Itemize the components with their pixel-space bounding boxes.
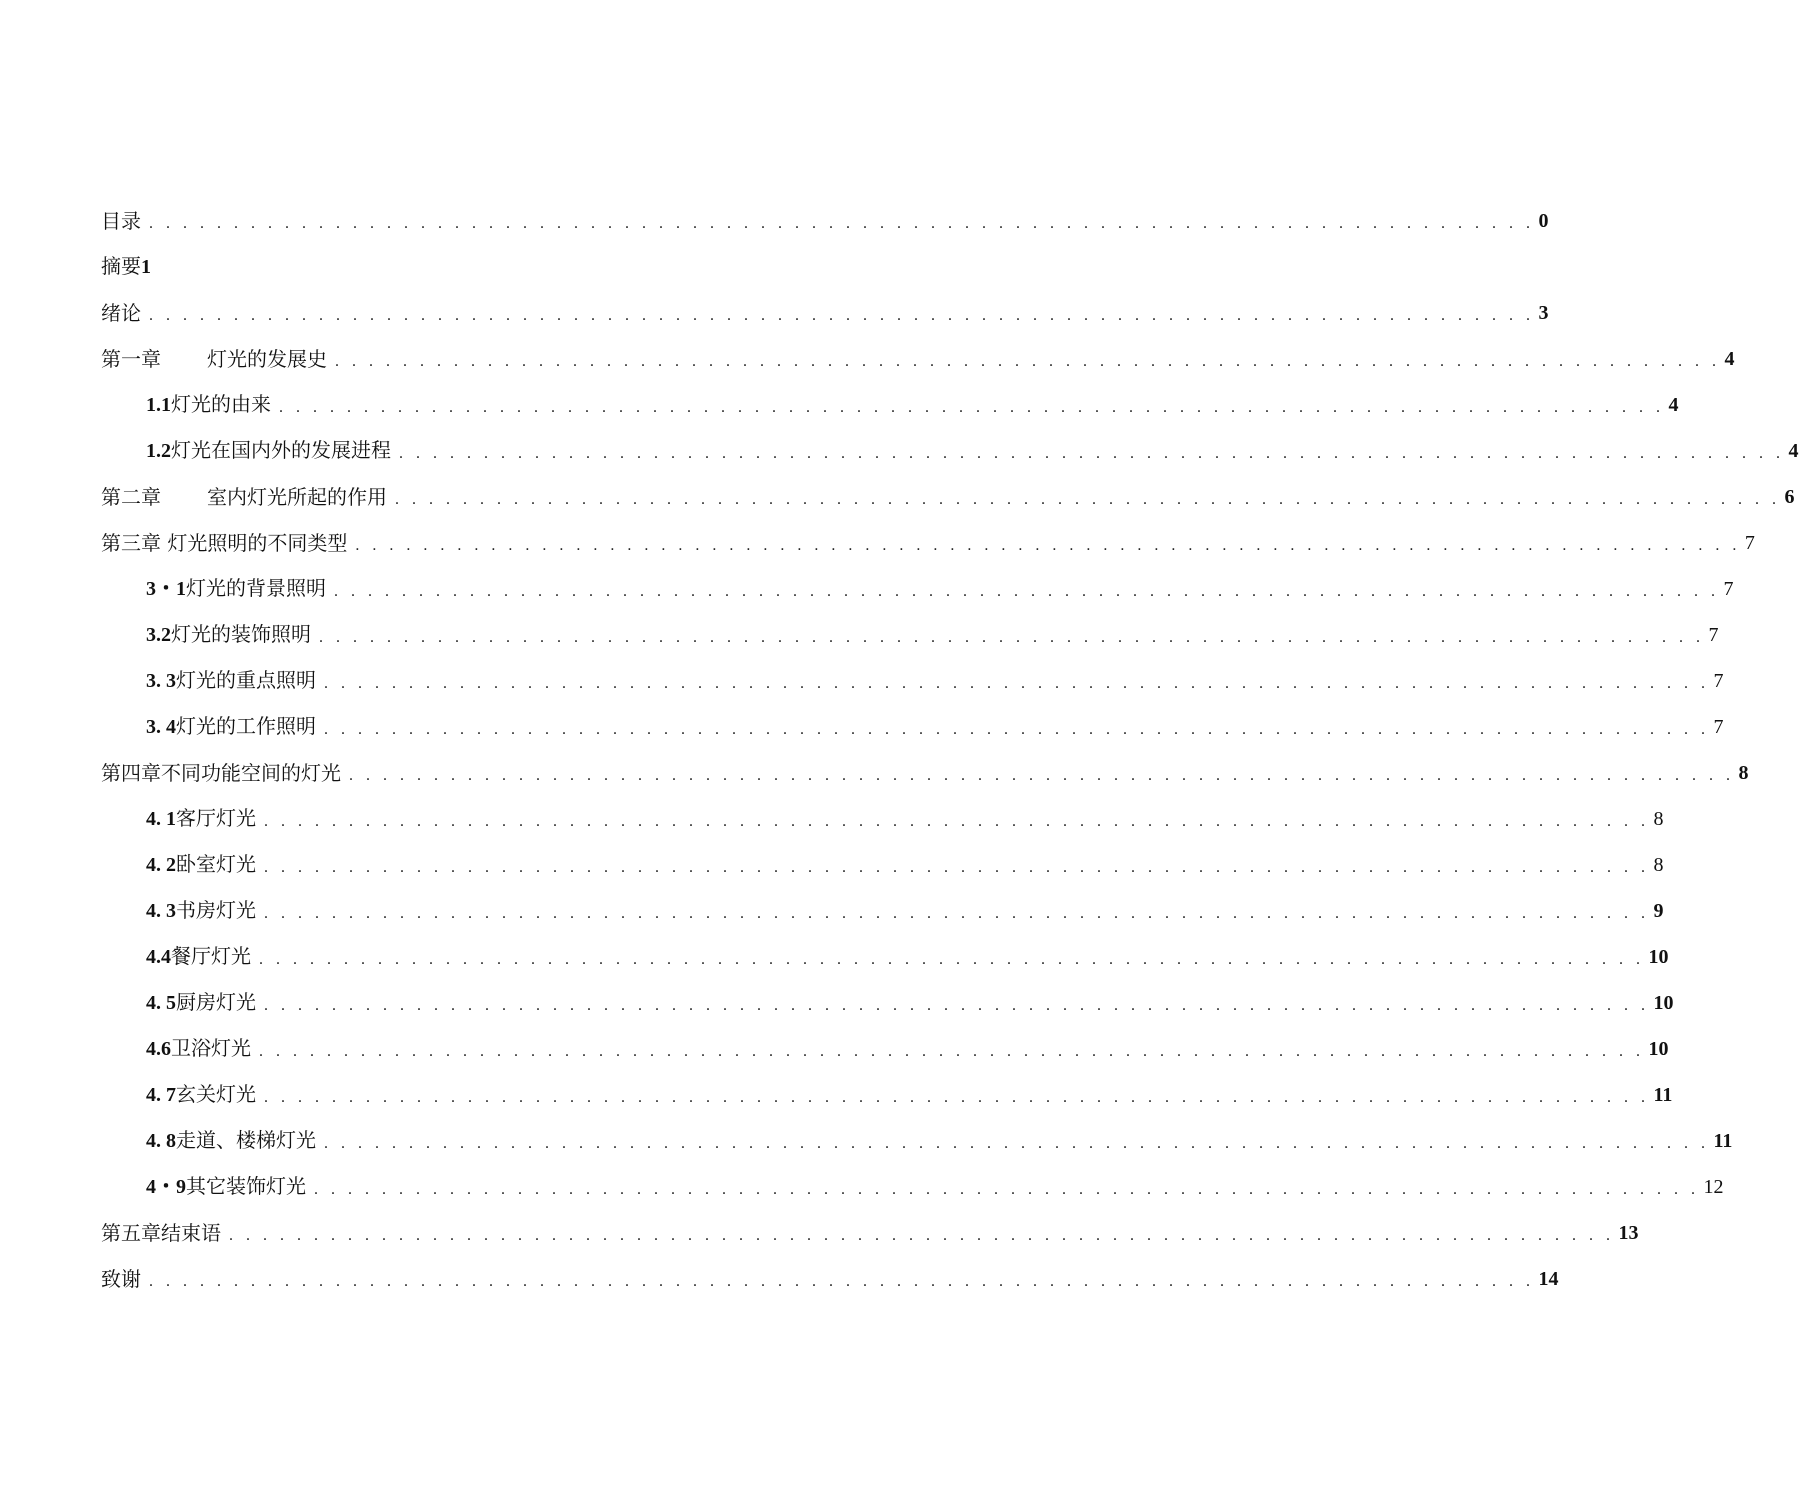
- toc-dot-leader: . . . . . . . . . . . . . . . . . . . . . . . . . . . . . . . . . . . . . . . . . . . . . . . . . . . . . . . . . . . . . . . . . . . . . . . . . . . . . . . . . .: [335, 353, 1721, 370]
- toc-entry-label: [146, 381, 271, 428]
- toc-dot-leader: . . . . . . . . . . . . . . . . . . . . . . . . . . . . . . . . . . . . . . . . . . . . . . . . . . . . . . . . . . . . . . . . . . . . . . . . . . . . . . . . . .: [355, 537, 1741, 554]
- toc-entry-title: 灯光的重点照明: [176, 668, 316, 692]
- toc-entry[interactable]: [101, 1118, 1733, 1164]
- toc-page-number: 10: [1653, 992, 1674, 1014]
- toc-dot-leader: . . . . . . . . . . . . . . . . . . . . . . . . . . . . . . . . . . . . . . . . . . . . . . . . . . . . . . . . . . . . . . . . . . . . . . . . . . . . . . . . . .: [324, 1135, 1710, 1152]
- toc-entry-number: 3・1: [146, 578, 186, 600]
- toc-entry-title: 其它装饰灯光: [186, 1174, 306, 1198]
- toc-entry-label: [146, 841, 256, 888]
- toc-page-number: 3: [1538, 302, 1549, 324]
- toc-dot-leader: . . . . . . . . . . . . . . . . . . . . . . . . . . . . . . . . . . . . . . . . . . . . . . . . . . . . . . . . . . . . . . . . . . . . . . . . . . . . . . . . . .: [324, 675, 1710, 692]
- toc-page-number: 11: [1713, 1130, 1733, 1152]
- toc-dot-leader: . . . . . . . . . . . . . . . . . . . . . . . . . . . . . . . . . . . . . . . . . . . . . . . . . . . . . . . . . . . . . . . . . . . . . . . . . . . . . . . . . .: [399, 445, 1785, 462]
- toc-entry-number: 4.4: [146, 946, 171, 968]
- toc-page-number: 10: [1648, 1038, 1669, 1060]
- toc-entry-subtitle: 室内灯光所起的作用: [207, 485, 387, 509]
- toc-entry-label: [101, 750, 341, 796]
- toc-entry-label: [146, 1071, 256, 1118]
- toc-entry-title: 致谢: [101, 1267, 141, 1291]
- toc-entry-label: [146, 795, 256, 842]
- toc-entry[interactable]: [101, 1072, 1673, 1118]
- toc-dot-leader: . . . . . . . . . . . . . . . . . . . . . . . . . . . . . . . . . . . . . . . . . . . . . . . . . . . . . . . . . . . . . . . . . . . . . . . . . . . . . . . . . .: [149, 307, 1535, 324]
- toc-entry-title: 摘要: [101, 254, 141, 278]
- toc-entry-title: 灯光的背景照明: [186, 576, 326, 600]
- toc-entry-title: 目录: [101, 209, 141, 233]
- toc-entry-label: [146, 933, 251, 980]
- toc-page-number: 8: [1653, 854, 1664, 876]
- toc-page-number: 7: [1713, 670, 1724, 692]
- toc-dot-leader: . . . . . . . . . . . . . . . . . . . . . . . . . . . . . . . . . . . . . . . . . . . . . . . . . . . . . . . . . . . . . . . . . . . . . . . . . . . . . . . . . .: [349, 767, 1735, 784]
- toc-dot-leader: . . . . . . . . . . . . . . . . . . . . . . . . . . . . . . . . . . . . . . . . . . . . . . . . . . . . . . . . . . . . . . . . . . . . . . . . . . . . . . . . . .: [264, 813, 1650, 830]
- toc-entry-number: 4・9: [146, 1176, 186, 1198]
- toc-page-number: 7: [1744, 532, 1755, 554]
- toc-entry-title: 第二章: [101, 485, 161, 509]
- toc-entry-title: 客厅灯光: [176, 806, 256, 830]
- toc-dot-leader: . . . . . . . . . . . . . . . . . . . . . . . . . . . . . . . . . . . . . . . . . . . . . . . . . . . . . . . . . . . . . . . . . . . . . . . . . . . . . . . . . .: [264, 997, 1650, 1014]
- toc-page-number: 4: [1724, 348, 1735, 370]
- toc-entry-number: 4. 2: [146, 854, 176, 876]
- toc-entry[interactable]: [101, 750, 1749, 796]
- toc-entry-number: 4. 5: [146, 992, 176, 1014]
- toc-dot-leader: . . . . . . . . . . . . . . . . . . . . . . . . . . . . . . . . . . . . . . . . . . . . . . . . . . . . . . . . . . . . . . . . . . . . . . . . . . . . . . . . . .: [229, 1227, 1615, 1244]
- toc-entry[interactable]: [101, 382, 1679, 428]
- toc-entry-label: [146, 703, 316, 750]
- toc-page-number: 7: [1708, 624, 1719, 646]
- toc-entry-title: 灯光在国内外的发展进程: [171, 438, 391, 462]
- toc-dot-leader: . . . . . . . . . . . . . . . . . . . . . . . . . . . . . . . . . . . . . . . . . . . . . . . . . . . . . . . . . . . . . . . . . . . . . . . . . . . . . . . . . .: [334, 583, 1720, 600]
- toc-entry-label: [101, 290, 141, 336]
- toc-entry-title: 厨房灯光: [176, 990, 256, 1014]
- toc-entry[interactable]: [101, 244, 934, 290]
- toc-entry-number: 3.2: [146, 624, 171, 646]
- toc-entry-number: 4. 1: [146, 808, 176, 830]
- toc-entry[interactable]: [101, 934, 1669, 980]
- toc-dot-leader: . . . . . . . . . . . . . . . . . . . . . . . . . . . . . . . . . . . . . . . . . . . . . . . . . . . . . . . . . . . . . . . . . . . . . . . . . . . . . . . . . .: [395, 491, 1781, 508]
- toc-entry-label: [146, 565, 326, 612]
- toc-entry-label: [146, 1117, 316, 1164]
- toc-entry-title: 第三章 灯光照明的不同类型: [101, 531, 348, 555]
- toc-entry-title: 第一章: [101, 347, 161, 371]
- toc-entry-title: 第五章结束语: [101, 1221, 221, 1245]
- toc-entry-number: 4.6: [146, 1038, 171, 1060]
- toc-dot-leader: . . . . . . . . . . . . . . . . . . . . . . . . . . . . . . . . . . . . . . . . . . . . . . . . . . . . . . . . . . . . . . . . . . . . . . . . . . . . . . . . . .: [149, 215, 1535, 232]
- toc-entry[interactable]: [101, 842, 1664, 888]
- toc-entry[interactable]: [101, 796, 1664, 842]
- toc-page-number: 13: [1618, 1222, 1639, 1244]
- toc-entry-number: 4. 8: [146, 1130, 176, 1152]
- toc-entry-label: [101, 474, 387, 520]
- toc-entry-number: 4. 7: [146, 1084, 176, 1106]
- toc-entry[interactable]: [101, 888, 1664, 934]
- toc-entry[interactable]: [101, 428, 1799, 474]
- toc-entry[interactable]: [101, 1164, 1724, 1210]
- toc-dot-leader: . . . . . . . . . . . . . . . . . . . . . . . . . . . . . . . . . . . . . . . . . . . . . . . . . . . . . . . . . . . . . . . . . . . . . . . . . . . . . . . . . .: [279, 399, 1665, 416]
- toc-entry[interactable]: [101, 474, 1795, 520]
- toc-page-number: 4: [1668, 394, 1679, 416]
- toc-entry-title: 餐厅灯光: [171, 944, 251, 968]
- toc-dot-leader: . . . . . . . . . . . . . . . . . . . . . . . . . . . . . . . . . . . . . . . . . . . . . . . . . . . . . . . . . . . . . . . . . . . . . . . . . . . . . . . . . .: [324, 721, 1710, 738]
- toc-entry[interactable]: [101, 198, 1549, 244]
- toc-entry-number: 1.2: [146, 440, 171, 462]
- toc-page-number: 12: [1703, 1176, 1724, 1198]
- toc-entry-title: 绪论: [101, 301, 141, 325]
- toc-page-number: 10: [1648, 946, 1669, 968]
- toc-dot-leader: . . . . . . . . . . . . . . . . . . . . . . . . . . . . . . . . . . . . . . . . . . . . . . . . . . . . . . . . . . . . . . . . . . . . . . . . . . . . . . . . . .: [259, 1043, 1645, 1060]
- toc-dot-leader: . . . . . . . . . . . . . . . . . . . . . . . . . . . . . . . . . . . . . . . . . . . . . . . . . . . . . . . . . . . . . . . . . . . . . . . . . . . . . . . . . .: [149, 1273, 1535, 1290]
- toc-dot-leader: . . . . . . . . . . . . . . . . . . . . . . . . . . . . . . . . . . . . . . . . . . . . . . . . . . . . . . . . . . . . . . . . . . . . . . . . . . . . . . . . . .: [319, 629, 1705, 646]
- toc-entry-subtitle: 灯光的发展史: [207, 347, 327, 371]
- toc-entry[interactable]: [101, 290, 1549, 336]
- toc-entry-label: [101, 336, 327, 382]
- toc-entry-number: 3. 4: [146, 716, 176, 738]
- toc-page-number: 0: [1538, 210, 1549, 232]
- toc-entry[interactable]: [101, 1026, 1669, 1072]
- toc-page-number: 11: [1653, 1084, 1673, 1106]
- toc-entry-label: [101, 1210, 221, 1256]
- toc-page-number: 4: [1788, 440, 1799, 462]
- toc-entry-title: 书房灯光: [176, 898, 256, 922]
- toc-entry-title: 灯光的工作照明: [176, 714, 316, 738]
- toc-entry-label: [101, 520, 347, 566]
- toc-entry-label: [146, 657, 316, 704]
- table-of-contents: [101, 198, 1799, 1302]
- toc-entry-inline-page: 1: [141, 256, 151, 278]
- toc-entry-label: [101, 1256, 141, 1302]
- toc-dot-leader: . . . . . . . . . . . . . . . . . . . . . . . . . . . . . . . . . . . . . . . . . . . . . . . . . . . . . . . . . . . . . . . . . . . . . . . . . . . . . . . . . .: [314, 1181, 1700, 1198]
- toc-entry[interactable]: [101, 704, 1724, 750]
- toc-entry-title: 玄关灯光: [176, 1082, 256, 1106]
- toc-entry-title: 走道、楼梯灯光: [176, 1128, 316, 1152]
- toc-dot-leader: . . . . . . . . . . . . . . . . . . . . . . . . . . . . . . . . . . . . . . . . . . . . . . . . . . . . . . . . . . . . . . . . . . . . . . . . . . . . . . . . . .: [259, 951, 1645, 968]
- toc-entry-title: 灯光的由来: [171, 392, 271, 416]
- toc-entry[interactable]: [101, 566, 1734, 612]
- toc-dot-leader: . . . . . . . . . . . . . . . . . . . . . . . . . . . . . . . . . . . . . . . . . . . . . . . . . . . . . . . . . . . . . . . . . . . . . . . . . . . . . . . . . .: [264, 905, 1650, 922]
- toc-entry-title: 卫浴灯光: [171, 1036, 251, 1060]
- toc-page-number: 14: [1538, 1268, 1559, 1290]
- toc-entry-number: 3. 3: [146, 670, 176, 692]
- toc-entry-label: [146, 1163, 306, 1210]
- toc-page-number: 9: [1653, 900, 1664, 922]
- toc-entry[interactable]: [101, 1210, 1639, 1256]
- toc-entry-label: [146, 1025, 251, 1072]
- toc-entry[interactable]: [101, 520, 1755, 566]
- toc-entry-number: 4. 3: [146, 900, 176, 922]
- toc-entry[interactable]: [101, 612, 1719, 658]
- toc-page-number: 7: [1713, 716, 1724, 738]
- toc-entry-title: 第四章不同功能空间的灯光: [101, 761, 341, 785]
- toc-entry-label: [146, 611, 311, 658]
- toc-entry-number: 1.1: [146, 394, 171, 416]
- toc-page-number: 6: [1784, 486, 1795, 508]
- toc-page-number: 8: [1653, 808, 1664, 830]
- toc-entry[interactable]: [101, 336, 1735, 382]
- toc-entry[interactable]: [101, 1256, 1559, 1302]
- toc-entry-label: [101, 198, 141, 244]
- toc-entry-title: 卧室灯光: [176, 852, 256, 876]
- toc-entry[interactable]: [101, 658, 1724, 704]
- toc-entry[interactable]: [101, 980, 1674, 1026]
- toc-page-number: 8: [1738, 762, 1749, 784]
- toc-entry-label: [146, 427, 391, 474]
- toc-entry-label: [146, 979, 256, 1026]
- toc-entry-label: [101, 243, 151, 290]
- toc-dot-leader: . . . . . . . . . . . . . . . . . . . . . . . . . . . . . . . . . . . . . . . . . . . . . . . . . . . . . . . . . . . . . . . . . . . . . . . . . . . . . . . . . .: [264, 1089, 1650, 1106]
- toc-entry-label: [146, 887, 256, 934]
- toc-dot-leader: . . . . . . . . . . . . . . . . . . . . . . . . . . . . . . . . . . . . . . . . . . . . . . . . . . . . . . . . . . . . . . . . . . . . . . . . . . . . . . . . . .: [264, 859, 1650, 876]
- toc-entry-title: 灯光的装饰照明: [171, 622, 311, 646]
- toc-page-number: 7: [1723, 578, 1734, 600]
